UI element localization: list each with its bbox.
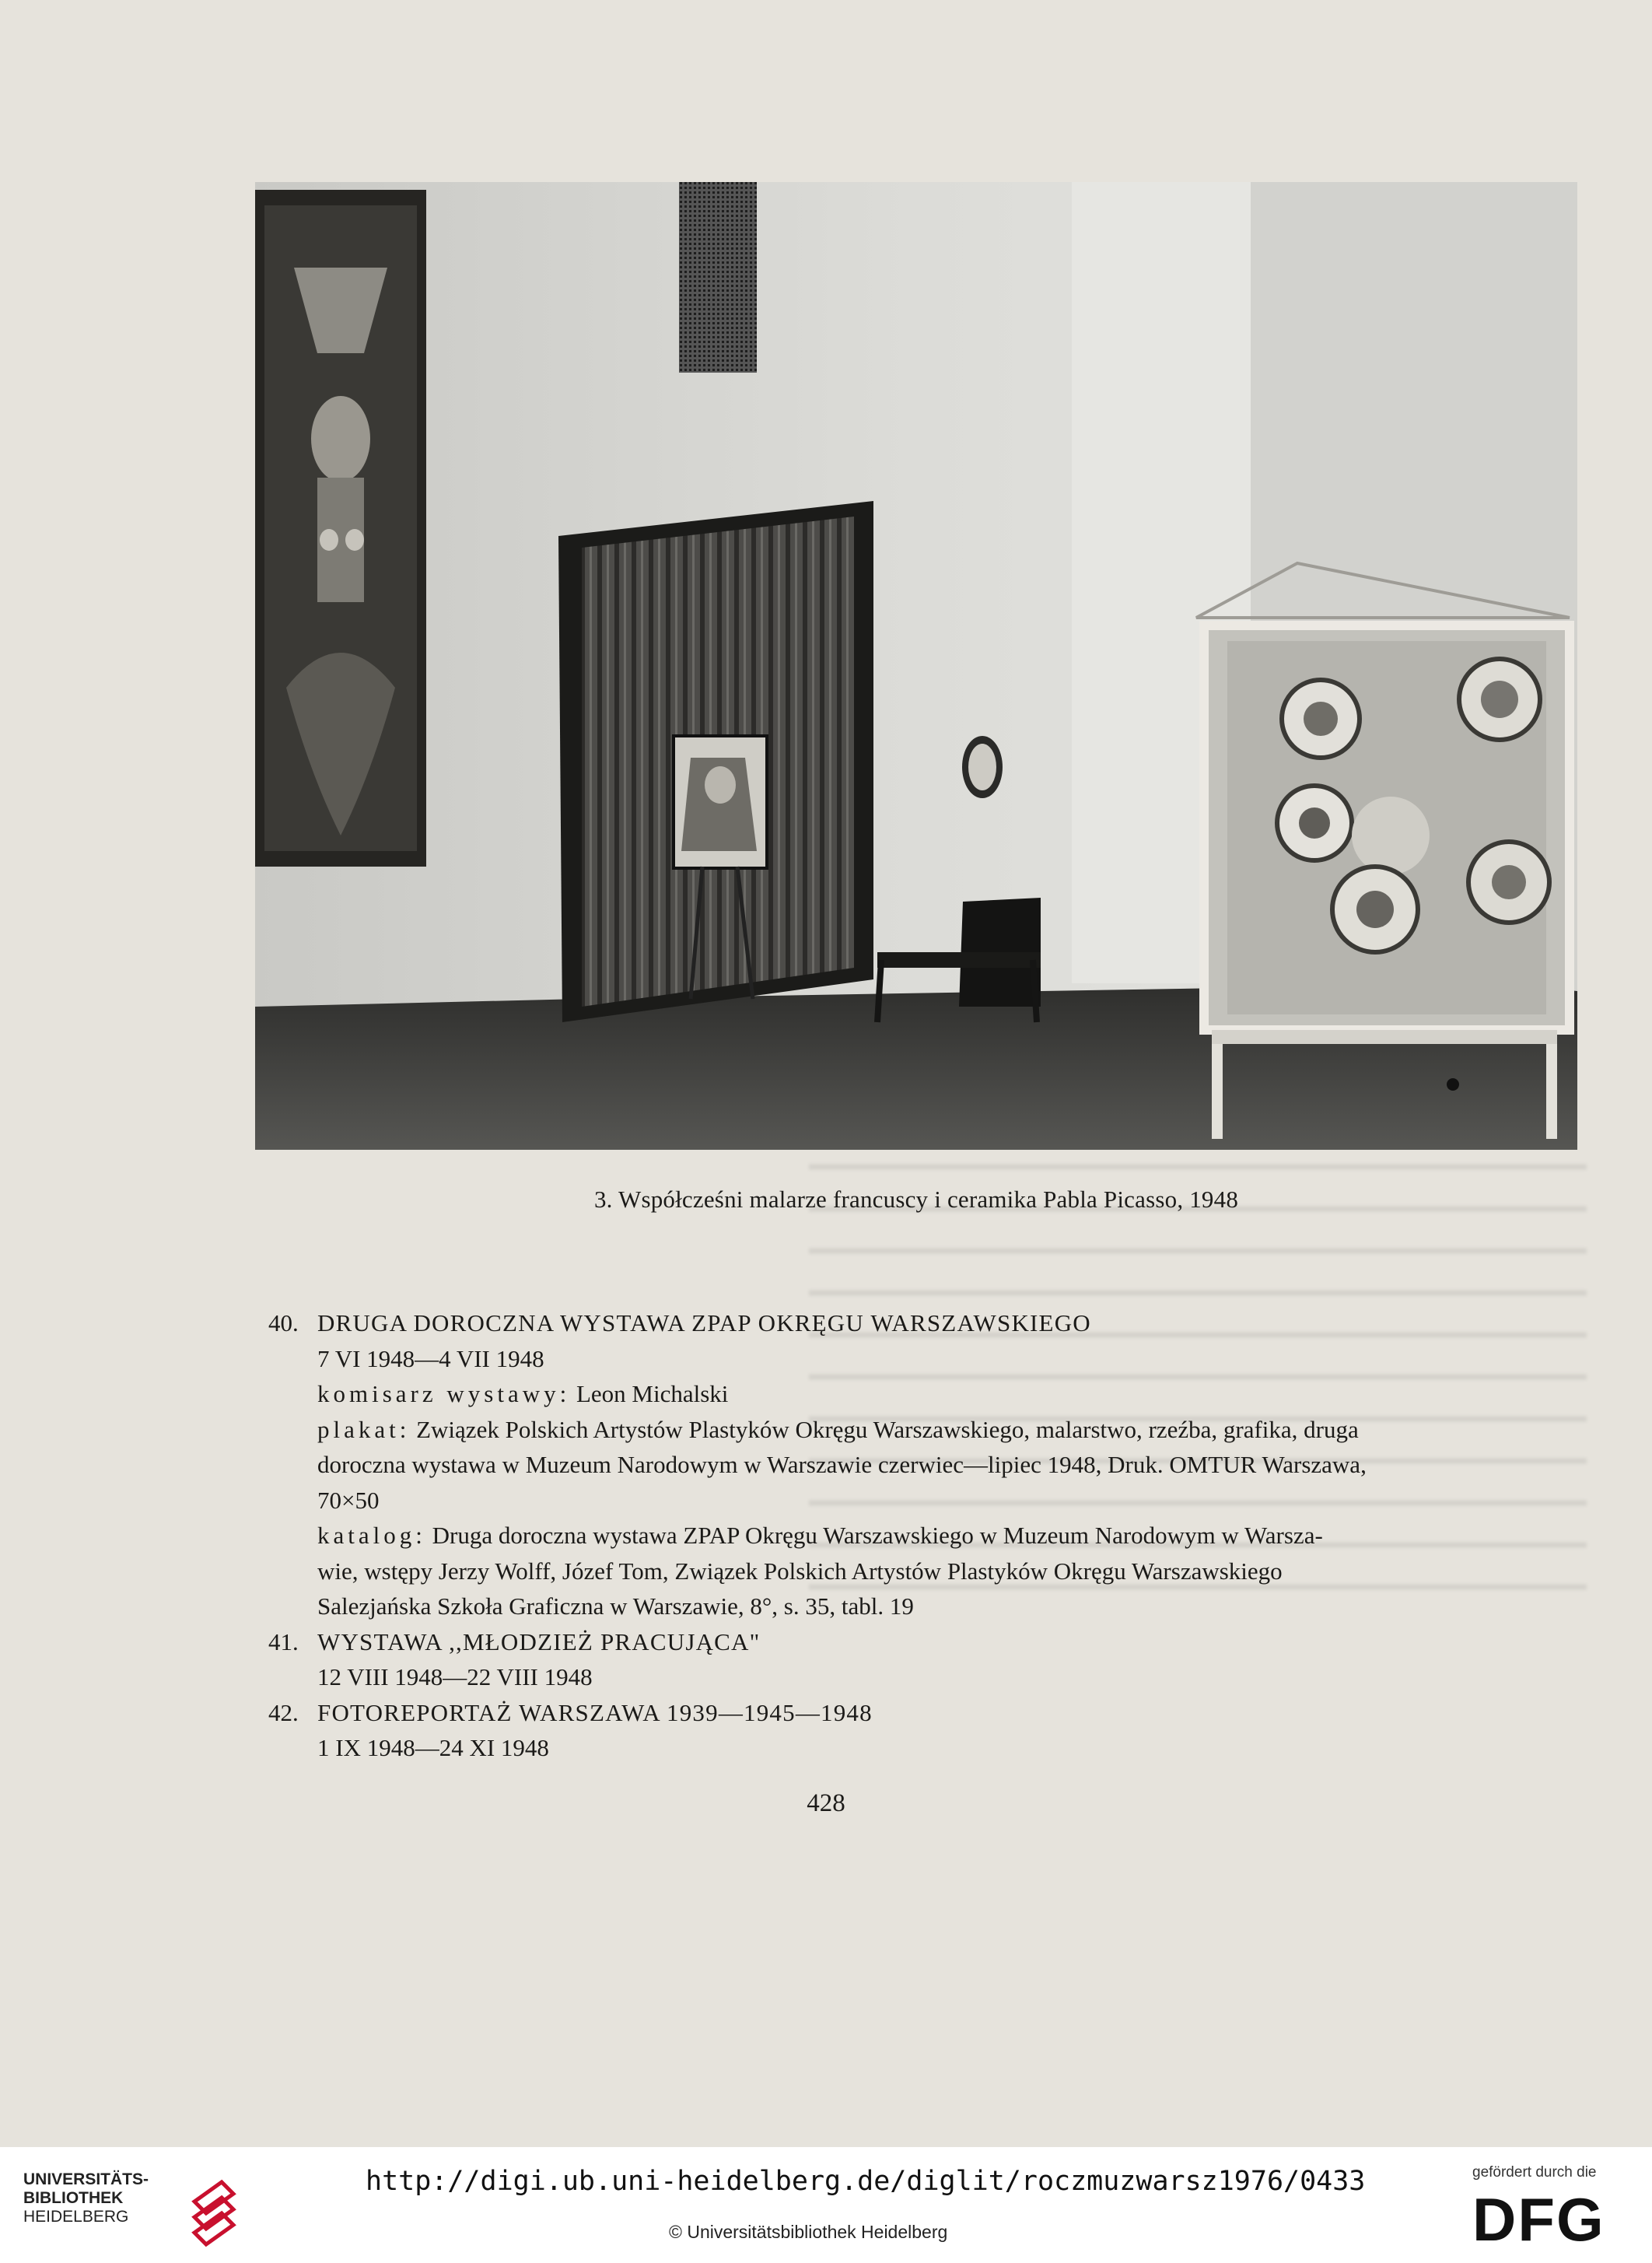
list-item	[268, 1305, 1583, 1624]
entry-number: 42.	[268, 1698, 299, 1726]
list-item	[268, 1624, 1583, 1695]
poster-line-1	[317, 1412, 1583, 1448]
library-name-line-1: UNIVERSITÄTS-	[23, 2170, 149, 2188]
catalog-text-3: Salezjańska Szkoła Graficzna w Warszawie, 8°, s. 35, tabl. 19	[317, 1592, 914, 1620]
list-item	[268, 1695, 1583, 1766]
entry-dates: 1 IX 1948—24 XI 1948	[317, 1734, 549, 1761]
entry-dates: 7 VI 1948—4 VII 1948	[317, 1344, 544, 1372]
entry-number: 41.	[268, 1627, 299, 1655]
entry-title: DRUGA DOROCZNA WYSTAWA ZPAP OKRĘGU WARSZAWSKIEGO	[317, 1309, 1091, 1336]
funding-label: gefördert durch die	[1472, 2164, 1597, 2181]
library-emblem-icon	[187, 2178, 241, 2252]
poster-text-3: 70×50	[317, 1486, 380, 1514]
library-name-line-2: BIBLIOTHEK	[23, 2189, 124, 2207]
commissioner-label: komisarz wystawy:	[317, 1380, 571, 1407]
poster-text-2: doroczna wystawa w Muzeum Narodowym w Warszawie czerwiec—lipiec 1948, Druk. OMTUR Warszawa,	[317, 1451, 1367, 1478]
catalog-text-1: Druga doroczna wystawa ZPAP Okręgu Warszawskiego w Muzeum Narodowym w Warsza-	[432, 1522, 1323, 1549]
commissioner-line	[317, 1376, 1583, 1412]
commissioner-name: Leon Michalski	[576, 1380, 729, 1407]
poster-text-1: Związek Polskich Artystów Plastyków Okręgu Warszawskiego, malarstwo, rzeźba, grafika, druga	[416, 1415, 1359, 1443]
poster-label: plakat:	[317, 1415, 411, 1443]
library-name-line-3: HEIDELBERG	[23, 2208, 129, 2226]
catalog-line-1	[317, 1518, 1583, 1554]
exhibition-list	[268, 1305, 1583, 1766]
photo-caption: 3. Współcześni malarze francuscy i ceramika Pabla Picasso, 1948	[593, 1186, 1239, 1213]
catalog-text-2: wie, wstępy Jerzy Wolff, Józef Tom, Związek Polskich Artystów Plastyków Okręgu Warszawskiego	[317, 1557, 1283, 1585]
entry-title: WYSTAWA ,,MŁODZIEŻ PRACUJĄCA"	[317, 1627, 761, 1655]
entry-dates: 12 VIII 1948—22 VIII 1948	[317, 1663, 593, 1690]
exhibition-photograph	[255, 182, 1577, 1150]
entry-number: 40.	[268, 1309, 299, 1336]
university-library-logo[interactable]	[23, 2170, 233, 2248]
copyright-notice: © Universitätsbibliothek Heidelberg	[669, 2222, 948, 2242]
page-number: 428	[807, 1789, 845, 1817]
catalog-label: katalog:	[317, 1522, 426, 1549]
entry-title: FOTOREPORTAŻ WARSZAWA 1939—1945—1948	[317, 1698, 873, 1726]
dfg-logo[interactable]: DFG	[1472, 2185, 1605, 2254]
viewer-footer	[0, 2147, 1652, 2263]
permalink-url[interactable]: http://digi.ub.uni-heidelberg.de/diglit/roczmuzwarsz1976/0433	[366, 2166, 1366, 2197]
